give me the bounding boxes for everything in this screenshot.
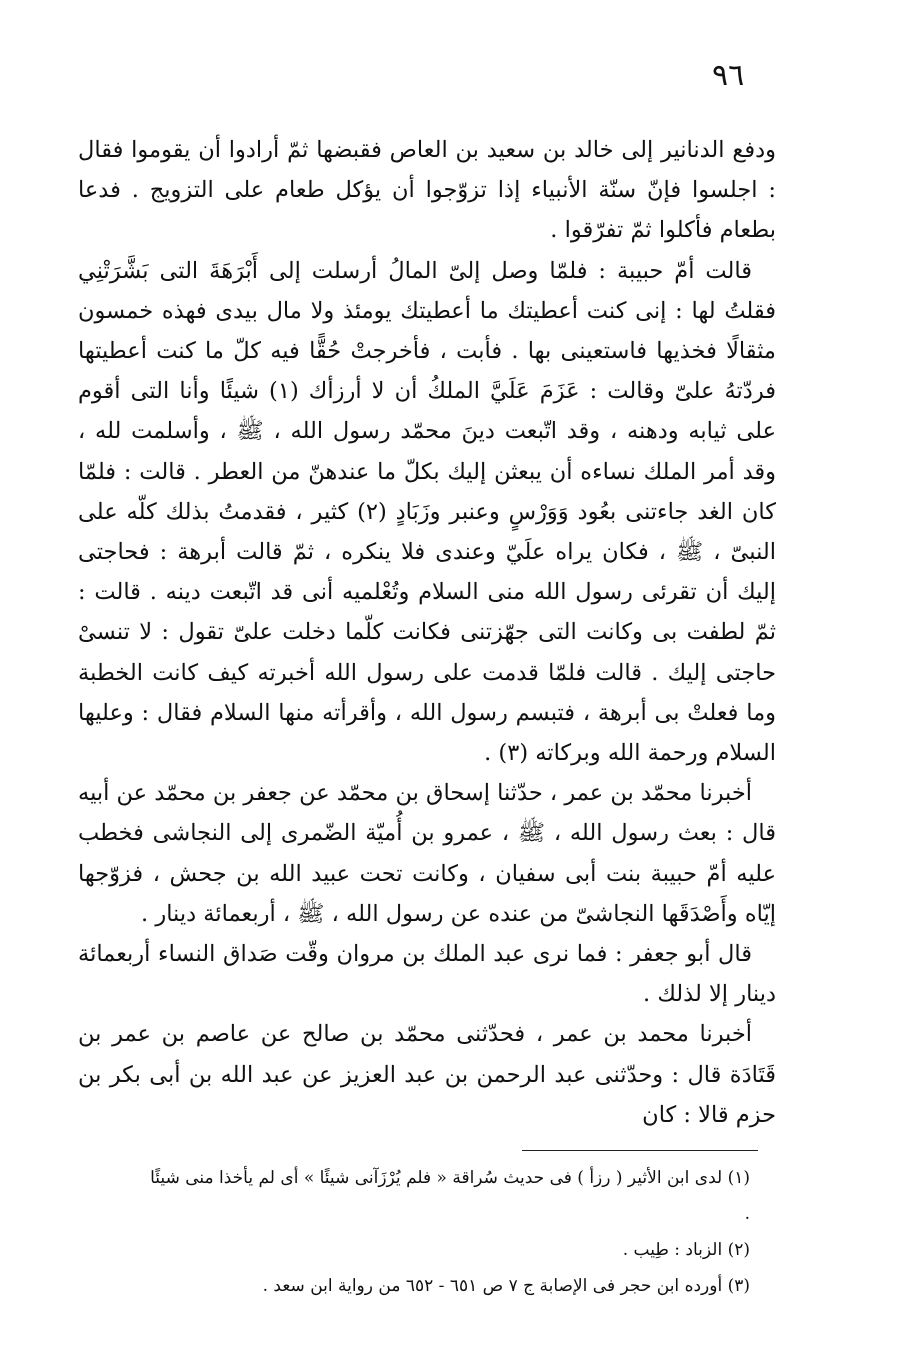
paragraph: أخبرنا محمّد بن عمر ، حدّثنا إسحاق بن محمّد عن جعفر بن محمّد عن أبيه قال : بعث رسول الله ، ﷺ ، عمرو بن أُميّة الضّمرى إلى النجاشى فخطب عليه أمّ حبيبة بنت أبى سفيان ، وكانت تحت عبيد الله بن جحش ، فزوّجها إيّاه وأَصْدَقَها النجاشىّ من عنده عن رسول الله ، ﷺ ، أربعمائة دينار .: [78, 780, 776, 927]
footnote: (٢) الزباد : طِيب .: [622, 1240, 750, 1260]
footnote: (١) لدى ابن الأثير ( رزأ ) فى حديث سُراقة « فلم يُرْزَآنى شيئًا » أى لم يأخذا منى شيئًا .: [150, 1168, 750, 1224]
footnotes: [150, 1160, 750, 1304]
page-number: ٩٦: [712, 58, 745, 93]
main-text: [78, 130, 776, 1135]
paragraph: ودفع الدنانير إلى خالد بن سعيد بن العاص فقبضها ثمّ أرادوا أن يقوموا فقال : اجلسوا فإنّ سنّة الأنبياء إذا تزوّجوا أن يؤكل طعام على التزويج . فدعا بطعام فأكلوا ثمّ تفرّقوا .: [78, 137, 776, 244]
paragraph: أخبرنا محمد بن عمر ، فحدّثنى محمّد بن صالح عن عاصم بن عمر بن قَتَادَة قال : وحدّثنى عبد الرحمن بن عبد العزيز عن عبد الله بن أبى بكر بن حزم قالا : كان: [78, 1021, 776, 1128]
footnote-divider: [522, 1150, 758, 1151]
footnote: (٣) أورده ابن حجر فى الإصابة ج ٧ ص ٦٥١ - ٦٥٢ من رواية ابن سعد .: [262, 1276, 750, 1296]
paragraph: قالت أمّ حبيبة : فلمّا وصل إلىّ المالُ أرسلت إلى أَبْرَهَةَ التى بَشَّرَتْنِي فقلتُ لها : إنى كنت أعطيتك ما أعطيتك يومئذ ولا مال بيدى فهذه خمسون مثقالًا فخذيها فاستعينى بها . فأبت ، فأخرجتْ حُقًّا فيه كلّ ما كنت أعطيتها فردّتهُ علىّ وقالت : عَزَمَ عَلَيَّ الملكُ أن لا أرزأك (١) شيئًا وأنا التى أقوم على ثيابه ودهنه ، وقد اتّبعت دينَ محمّد رسول الله ، ﷺ ، وأسلمت لله ، وقد أمر الملك نساءه أن يبعثن إليك بكلّ ما عندهنّ من العطر . قالت : فلمّا كان الغد جاءتنى بعُود وَوَرْسٍ وعنبر وزَبَادٍ (٢) كثير ، فقدمتُ بذلك كلّه على النبىّ ، ﷺ ، فكان يراه علَيّ وعندى فلا ينكره ، ثمّ قالت أبرهة : فحاجتى إليك أن تقرئى رسول الله منى السلام وتُعْلميه أنى قد اتّبعت دينه . قالت : ثمّ لطفت بى وكانت التى جهّزتنى فكانت كلّما دخلت علىّ تقول : لا تنسىْ حاجتى إليك . قالت فلمّا قدمت على رسول الله أخبرته كيف كانت الخطبة وما فعلتْ بى أبرهة ، فتبسم رسول الله ، وأقرأته منها السلام فقال : وعليها السلام ورحمة الله وبركاته (٣) .: [78, 257, 776, 767]
paragraph: قال أبو جعفر : فما نرى عبد الملك بن مروان وقّت صَداق النساء أربعمائة دينار إلا لذلك .: [78, 941, 776, 1008]
